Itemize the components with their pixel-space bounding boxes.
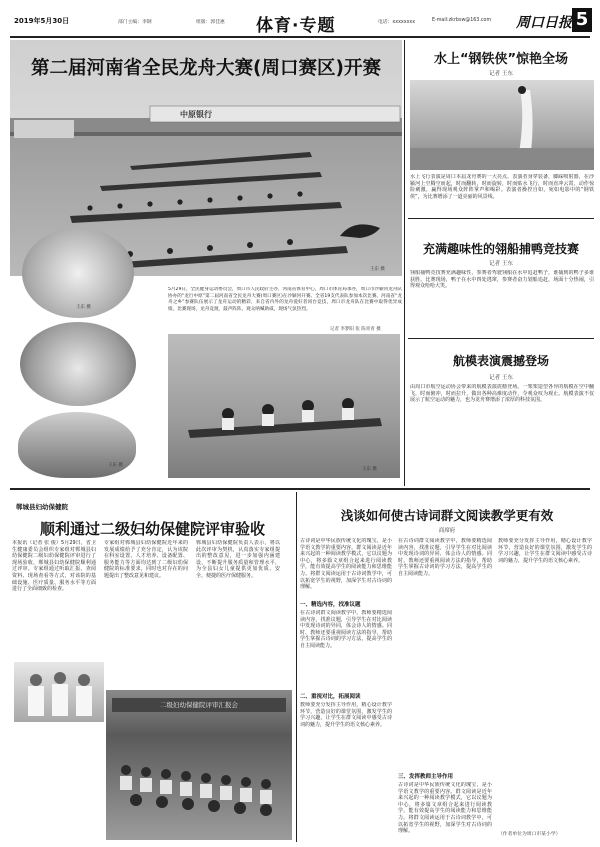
article-d-photo-meeting <box>106 690 292 840</box>
article-d-col3-text: 郸城县妇幼保健院负责人表示，将以此次评审为契机，认真落实专家组提出的整改意见，进一步加强内涵建设，不断提升服务质量和管理水平，为全县妇女儿童提供更加优质、安全、便捷的医疗保健服务。 <box>196 540 280 579</box>
masthead <box>0 0 600 40</box>
article-c-rule <box>408 338 594 339</box>
article-a-body-text: 水上飞行表演是周口本届龙舟赛的一大亮点。表演者身穿装备，脚踩喷射器，在沙颍河上空腾空而起，时而翻转，时而旋转，时而贴水飞行，时而直冲云霄，动作惊险刺激，赢得现场观众阵阵掌声和喝彩。表演者操控自如，宛如电影中的“钢铁侠”，为比赛增添了一道亮丽的风景线。 <box>410 174 594 200</box>
masthead-email: E-mail:zkrbsw@163.com <box>432 18 492 23</box>
article-c-body <box>410 384 594 480</box>
masthead-date: 2019年5月30日 <box>14 17 70 25</box>
article-e-col2-text: 在古诗词群文阅读教学中，教师要精选阅读内容，找准议题，引导学生在对比阅读中发现诗词的异同，体会诗人的情感。同时，教师还要重视阅读方法的指导，帮助学生掌握古诗词的学习方法，提高学生的自主阅读能力。 <box>398 538 492 577</box>
meeting-banner-text: 二级妇幼保健院评审汇报会 <box>160 701 238 709</box>
article-e-col2 <box>398 538 492 688</box>
masthead-paper-name: 周口日报 <box>516 15 572 31</box>
meeting-banner <box>112 698 286 712</box>
feature-photo-crowd <box>20 322 136 406</box>
masthead-hotline: 电话：xxxxxxxx <box>378 20 416 25</box>
article-d-col2 <box>104 540 188 690</box>
article-e-section2: 二、重视对比，拓展阅读 <box>300 694 361 700</box>
section-divider <box>10 488 590 490</box>
page-number-text: 5 <box>575 9 589 30</box>
feature-caption <box>168 287 402 329</box>
article-a-photo <box>410 80 594 170</box>
bottom-column-divider <box>296 492 297 842</box>
feature-caption-text: 5月29日，全民健身运动委员会，周口市人民政府主办，河南省体育中心，周口市体育局承办，周口市沙颍河龙舟队协办的“龙行中原”第二届河南省全民龙舟大赛(周口赛区)在沙颍河开赛。全省19支代表队参加本次比赛。河南省“龙舟之乡”参赛队伍展示了龙舟运动的精彩，来自省内外的龙舟爱好者同台竞技，周口市龙舟队在比赛中取得优异成绩。比赛现场，龙舟竞渡，鼓声阵阵，观众呐喊助威，现场气氛热烈。 <box>168 287 402 312</box>
feature-headline: 第二届河南省全民龙舟大赛(周口赛区)开赛 <box>31 58 381 79</box>
article-e-headline: 浅谈如何使古诗词群文阅读教学更有效 <box>340 508 554 523</box>
article-d-col2-text: 专家组对郸城县妇幼保健院近年来的发展成绩给予了充分肯定，认为该院在科室设置、人才培养、设备配置、服务能力等方面均达到了二级妇幼保健院的标准要求，同时也对存在的问题提出了整改意见和建议。 <box>104 540 188 579</box>
paddlers-scene <box>168 334 400 478</box>
doctors-scene <box>14 662 104 722</box>
article-e-col2b-text: 古诗词是中华民族传统文化的瑰宝，是小学语文教学的重要内容。群文阅读是近年来兴起的一种阅读教学模式，它以议题为中心，将多篇文章组合起来进行阅读教学，能有效提高学生的阅读能力和思维能力。将群文阅读运用于古诗词教学中，可以拓宽学生的视野，加深学生对古诗词的理解。 <box>398 782 492 835</box>
article-e-col1c <box>300 702 392 842</box>
feature-photo-stadium <box>18 412 136 478</box>
article-a-body <box>410 174 594 214</box>
masthead-proofer: 组版：郭佳惠 <box>196 20 225 25</box>
article-e-col1c-text: 教师要充分发挥主导作用，精心设计教学环节，营造良好的课堂氛围，激发学生的学习兴趣，让学生在群文阅读中感受古诗词的魅力，提升学生的语文核心素养。 <box>300 702 392 728</box>
meeting-audience <box>106 690 292 840</box>
article-e-col1b-text: 在古诗词群文阅读教学中，教师要精选阅读内容，找准议题，引导学生在对比阅读中发现诗词的异同，体会诗人的情感。同时，教师还要重视阅读方法的指导，帮助学生掌握古诗词的学习方法，提高学生的自主阅读能力。 <box>300 610 392 649</box>
article-b-byline: 记者 王东 <box>489 261 513 267</box>
article-d-col3 <box>196 540 280 690</box>
article-c-headline: 航模表演震撼登场 <box>452 354 549 368</box>
article-b-body <box>410 270 594 336</box>
article-c-body-text: 由周口市航空运动协会带来的航模表演震撼登场。一架架造型各异的航模在空中翻飞，时而俯冲，时而拉升，做出各种高难度动作，令观众叹为观止。航模表演不仅展示了航空运动的魅力，也为龙舟赛增添了浓厚的科技氛围。 <box>410 384 594 404</box>
article-d-col1-text: 本报讯（记者 张 俊）5月29日，省卫生健康委员会组织专家组对郸城县妇幼保健院二级妇幼保健院评审进行了现场验收，郸城县妇幼保健院顺利通过评审。专家组通过听取汇报、查阅资料、现场查看等方式，对该院的基础设施、医疗质量、服务水平等方面进行了全面细致的检查。 <box>12 540 96 593</box>
masthead-section: 体育·专题 <box>256 16 336 36</box>
article-b-body-text: 翎船捕鸭竞技赛充满趣味性，参赛者驾驶翎船在水中追赶鸭子，谁捕到的鸭子多谁获胜。比赛现场，鸭子在水中四处逃窜，参赛者奋力划船追赶，场面十分热闹，引得观众哈哈大笑。 <box>410 270 594 290</box>
article-e-byline: 商席府 <box>438 528 456 534</box>
masthead-page-number <box>572 8 592 32</box>
photo-credit-3: 王东 摄 <box>108 463 123 468</box>
photo-credit-4: 王东 摄 <box>362 467 377 472</box>
water-jetpack-scene <box>410 80 594 170</box>
article-a-headline: 水上“钢铁侠”惊艳全场 <box>433 52 569 67</box>
article-b-rule <box>408 218 594 219</box>
article-e-col1 <box>300 538 392 598</box>
photo-credit-1: 王东 摄 <box>370 267 385 272</box>
feature-banner-text: 中原银行 <box>180 110 212 119</box>
feature-caption-byline: 记者 李梦阳 张 陈青青 摄 <box>330 327 381 332</box>
article-e-section3: 三、发挥教师主导作用 <box>398 774 454 780</box>
article-d-photo-doctors <box>14 662 104 722</box>
masthead-rule <box>10 36 590 38</box>
masthead-editor: 部门主编：李钢 <box>118 20 152 25</box>
article-d-kicker: 郸城县妇幼保健院 <box>16 503 68 511</box>
article-d-headline: 顺利通过二级妇幼保健院评审验收 <box>40 520 266 538</box>
article-e-col2b <box>398 782 492 842</box>
photo-credit-2: 王东 摄 <box>76 305 91 310</box>
article-e-col3-text: 教师要充分发挥主导作用，精心设计教学环节，营造良好的课堂氛围，激发学生的学习兴趣，让学生在群文阅读中感受古诗词的魅力，提升学生的语文核心素养。 <box>498 538 592 564</box>
feature-photo-paddlers <box>168 334 400 478</box>
article-e-col1b <box>300 610 392 688</box>
article-a-byline: 记者 王东 <box>489 71 513 77</box>
article-e-col1-text: 古诗词是中华民族传统文化的瑰宝，是小学语文教学的重要内容。群文阅读是近年来兴起的一种阅读教学模式，它以议题为中心，将多篇文章组合起来进行阅读教学，能有效提高学生的阅读能力和思维能力。将群文阅读运用于古诗词教学中，可以拓宽学生的视野，加深学生对古诗词的理解。 <box>300 538 392 591</box>
article-b-headline: 充满趣味性的翎船捕鸭竞技赛 <box>422 242 579 256</box>
right-column-divider <box>404 40 405 486</box>
article-e-section1: 一、精选内容，找准议题 <box>300 602 361 608</box>
article-c-byline: 记者 王东 <box>489 375 513 381</box>
article-e-col3 <box>498 538 592 828</box>
article-e-footer: （作者单位为周口市某小学） <box>498 832 561 837</box>
